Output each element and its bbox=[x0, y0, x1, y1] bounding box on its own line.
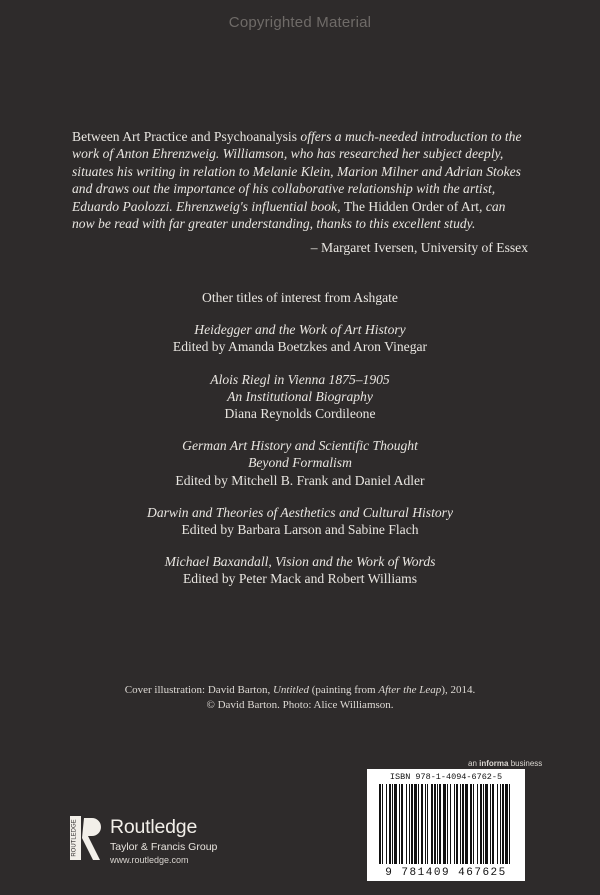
credit-prefix: Cover illustration: David Barton, bbox=[124, 684, 273, 696]
credit-suffix: ), 2014. bbox=[441, 684, 476, 696]
entry-title: Darwin and Theories of Aesthetics and Cultural History bbox=[147, 504, 453, 520]
informa-prefix: an bbox=[468, 759, 480, 768]
entry-title: German Art History and Scientific Thought bbox=[182, 438, 418, 454]
isbn-text: ISBN 978-1-4094-6762-5 bbox=[389, 772, 503, 782]
publisher-block bbox=[68, 814, 268, 864]
routledge-logo-icon bbox=[68, 814, 104, 864]
cited-book-title: The Hidden Order of Art bbox=[343, 198, 480, 214]
artwork-source: After the Leap bbox=[378, 684, 442, 696]
publisher-group: Taylor & Francis Group bbox=[110, 841, 218, 853]
entry-credit: Edited by Peter Mack and Robert Williams bbox=[182, 571, 418, 587]
review-part-2: , can now be read with far greater understanding, thanks to this excellent study. bbox=[72, 198, 506, 232]
title-entry bbox=[0, 321, 600, 355]
other-titles-heading: Other titles of interest from Ashgate bbox=[202, 290, 398, 305]
credit-line-1 bbox=[0, 683, 600, 698]
credit-line-2: © David Barton. Photo: Alice Williamson. bbox=[206, 699, 394, 711]
title-entry bbox=[0, 437, 600, 489]
svg-text:ROUTLEDGE: ROUTLEDGE bbox=[71, 819, 78, 857]
publisher-name: Routledge bbox=[110, 816, 198, 838]
barcode-digits: 9 781409 467625 bbox=[385, 867, 507, 879]
entry-subtitle: Beyond Formalism bbox=[248, 455, 352, 471]
barcode-icon bbox=[379, 784, 513, 864]
entry-credit: Edited by Mitchell B. Frank and Daniel Adler bbox=[175, 472, 425, 488]
other-titles-section bbox=[0, 289, 600, 603]
artwork-title: Untitled bbox=[272, 684, 310, 696]
title-entry bbox=[0, 371, 600, 423]
entry-credit: Edited by Barbara Larson and Sabine Flach bbox=[181, 522, 419, 538]
entry-title: Alois Riegl in Vienna 1875–1905 bbox=[210, 371, 390, 387]
informa-brand: informa bbox=[479, 759, 509, 768]
review-text bbox=[72, 128, 528, 232]
title-entry bbox=[0, 504, 600, 538]
entry-title: Heidegger and the Work of Art History bbox=[194, 322, 406, 338]
title-entry bbox=[0, 553, 600, 587]
entry-credit: Edited by Amanda Boetzkes and Aron Vinegar bbox=[172, 339, 428, 355]
review-blurb bbox=[72, 128, 528, 232]
informa-suffix: business bbox=[508, 759, 543, 768]
entry-credit: Diana Reynolds Cordileone bbox=[224, 406, 376, 422]
publisher-url[interactable]: www.routledge.com bbox=[110, 855, 189, 865]
book-title: Between Art Practice and Psychoanalysis bbox=[72, 129, 297, 144]
review-attribution: – Margaret Iversen, University of Essex bbox=[310, 240, 528, 255]
cover-illustration-credit bbox=[0, 683, 600, 713]
informa-business-label bbox=[468, 759, 542, 768]
isbn-barcode bbox=[367, 769, 525, 881]
copyright-watermark: Copyrighted Material bbox=[228, 14, 372, 31]
entry-subtitle: An Institutional Biography bbox=[227, 388, 373, 404]
credit-middle: (painting from bbox=[309, 684, 379, 696]
review-part-1: offers a much-needed introduction to the work of Anton Ehrenzweig. Williamson, who has researched her subject deeply, situates his writing in relation to Melanie Klein, Marion Milner and Adrian Stokes and draws out the importance of his collaborative relationship with the artist, Eduardo Paolozzi. Ehrenzweig's influential book, bbox=[72, 129, 522, 214]
entry-title: Michael Baxandall, Vision and the Work of Words bbox=[164, 554, 436, 570]
